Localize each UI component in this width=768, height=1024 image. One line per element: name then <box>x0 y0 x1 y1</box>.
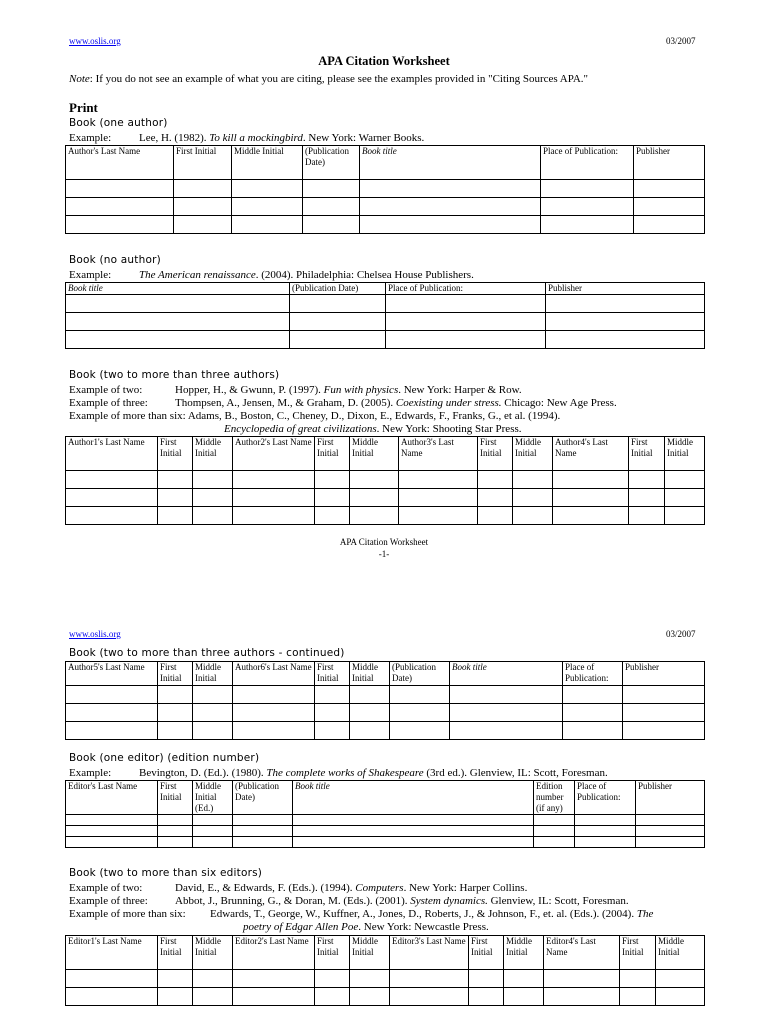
entry-cell[interactable] <box>350 722 390 740</box>
col-header: First Initial <box>174 146 232 180</box>
entry-cell[interactable] <box>233 815 293 826</box>
example-one-author <box>69 132 424 144</box>
entry-cell[interactable] <box>158 686 193 704</box>
entry-cell[interactable] <box>315 970 350 988</box>
col-header: (Publication Date) <box>290 283 386 295</box>
section-heading-multi-author: Book (two to more than three authors) <box>69 369 280 381</box>
col-header: Middle Initial <box>193 936 233 970</box>
example-title: Fun with physics <box>323 384 399 396</box>
example-label: Example: <box>69 767 112 779</box>
col-header: Editor4's Last Name <box>544 936 620 970</box>
col-header: Middle Initial <box>232 146 303 180</box>
table-row[interactable] <box>66 489 705 507</box>
col-header: (Publication Date) <box>390 662 450 686</box>
entry-cell[interactable] <box>193 815 233 826</box>
entry-cell[interactable] <box>478 471 513 489</box>
example-title: The American renaissance <box>139 269 256 281</box>
entry-cell[interactable] <box>293 815 534 826</box>
example-title: Encyclopedia of great civilizations <box>224 423 377 435</box>
entry-cell[interactable] <box>575 837 636 848</box>
col-header: Author's Last Name <box>66 146 174 180</box>
col-header: Place of Publication: <box>575 781 636 815</box>
entry-cell[interactable] <box>544 988 620 1006</box>
entry-cell[interactable] <box>623 704 705 722</box>
entry-cell[interactable] <box>634 198 705 216</box>
col-header: Author1's Last Name <box>66 437 158 471</box>
table-header-row <box>66 437 705 471</box>
table-header-row <box>66 146 705 180</box>
example-no-author <box>69 269 474 281</box>
entry-cell[interactable] <box>513 489 553 507</box>
example-text: . New York: Warner Books. <box>302 132 425 144</box>
example-label: Example of more than six: <box>69 908 186 920</box>
entry-cell[interactable] <box>174 216 232 234</box>
entry-cell[interactable] <box>620 988 656 1006</box>
entry-cell[interactable] <box>233 686 315 704</box>
example-title: Coexisting under stress. <box>395 397 502 409</box>
col-header: Editor1's Last Name <box>66 936 158 970</box>
col-header: Place of Publication: <box>386 283 546 295</box>
col-header: Publisher <box>634 146 705 180</box>
example-text: Bevington, D. (Ed.). (1980). <box>139 767 267 779</box>
example-two-editors <box>69 882 527 894</box>
example-text: David, E., & Edwards, F. (Eds.). (1994). <box>175 882 356 894</box>
example-title: The complete works of Shakespeare <box>266 767 424 779</box>
entry-cell[interactable] <box>546 295 705 313</box>
entry-cell[interactable] <box>546 331 705 349</box>
entry-cell[interactable] <box>360 180 541 198</box>
entry-cell[interactable] <box>450 686 563 704</box>
entry-cell[interactable] <box>158 489 193 507</box>
entry-cell[interactable] <box>66 489 158 507</box>
entry-cell[interactable] <box>315 704 350 722</box>
col-header: First Initial <box>315 936 350 970</box>
page-date: 03/2007 <box>666 629 696 639</box>
entry-cell[interactable] <box>350 988 390 1006</box>
col-header: First Initial <box>629 437 665 471</box>
entry-cell[interactable] <box>158 704 193 722</box>
entry-cell[interactable] <box>665 471 705 489</box>
example-label: Example of three: <box>69 895 148 907</box>
example-text: Hopper, H., & Gwunn, P. (1997). <box>175 384 324 396</box>
example-text: Glenview, IL: Scott, Foresman. <box>487 895 629 907</box>
col-header: Editor3's Last Name <box>390 936 469 970</box>
table-row[interactable] <box>66 471 705 489</box>
entry-cell[interactable] <box>290 331 386 349</box>
entry-cell[interactable] <box>504 988 544 1006</box>
table-row[interactable] <box>66 815 705 826</box>
entry-cell[interactable] <box>534 826 575 837</box>
entry-cell[interactable] <box>315 507 350 525</box>
table-one-author <box>65 145 705 234</box>
entry-cell[interactable] <box>623 722 705 740</box>
entry-cell[interactable] <box>174 180 232 198</box>
col-header: Author5's Last Name <box>66 662 158 686</box>
entry-cell[interactable] <box>386 313 546 331</box>
note-label: Note <box>69 73 90 85</box>
col-header: Middle Initial <box>350 437 399 471</box>
example-label: Example of more than six: <box>69 410 186 422</box>
example-text: . New York: Harper & Row. <box>398 384 522 396</box>
entry-cell[interactable] <box>399 507 478 525</box>
entry-cell[interactable] <box>575 815 636 826</box>
entry-cell[interactable] <box>620 970 656 988</box>
entry-cell[interactable] <box>575 826 636 837</box>
entry-cell[interactable] <box>656 970 705 988</box>
example-six-authors-cont <box>224 423 522 435</box>
col-header: Author6's Last Name <box>233 662 315 686</box>
table-row[interactable] <box>66 198 705 216</box>
entry-cell[interactable] <box>193 704 233 722</box>
example-text: (3rd ed.). Glenview, IL: Scott, Foresman. <box>423 767 608 779</box>
entry-cell[interactable] <box>66 216 174 234</box>
col-header: First Initial <box>478 437 513 471</box>
entry-cell[interactable] <box>450 722 563 740</box>
page-title: APA Citation Worksheet <box>318 54 450 68</box>
col-header: Author2's Last Name <box>233 437 315 471</box>
entry-cell[interactable] <box>66 295 290 313</box>
example-three-authors <box>69 397 617 409</box>
example-label: Example of two: <box>69 882 143 894</box>
entry-cell[interactable] <box>563 686 623 704</box>
entry-cell[interactable] <box>303 216 360 234</box>
example-six-authors <box>69 410 560 422</box>
entry-cell[interactable] <box>315 471 350 489</box>
col-header: First Initial <box>620 936 656 970</box>
table-no-author <box>65 282 705 349</box>
example-six-editors-cont <box>243 921 489 933</box>
table-row[interactable] <box>66 704 705 722</box>
col-header: Publisher <box>636 781 705 815</box>
entry-cell[interactable] <box>390 988 469 1006</box>
example-two-authors <box>69 384 522 396</box>
col-header: Middle Initial <box>513 437 553 471</box>
entry-cell[interactable] <box>293 826 534 837</box>
entry-cell[interactable] <box>478 489 513 507</box>
col-header: Book title <box>66 283 290 295</box>
entry-cell[interactable] <box>629 489 665 507</box>
col-header: Editor2's Last Name <box>233 936 315 970</box>
col-header: Book title <box>360 146 541 180</box>
entry-cell[interactable] <box>66 704 158 722</box>
entry-cell[interactable] <box>66 331 290 349</box>
col-header: Middle Initial <box>350 936 390 970</box>
entry-cell[interactable] <box>193 686 233 704</box>
entry-cell[interactable] <box>303 198 360 216</box>
entry-cell[interactable] <box>553 489 629 507</box>
example-text: Thompsen, A., Jensen, M., & Graham, D. (2005). <box>175 397 396 409</box>
entry-cell[interactable] <box>350 471 399 489</box>
table-row[interactable] <box>66 837 705 848</box>
entry-cell[interactable] <box>193 826 233 837</box>
entry-cell[interactable] <box>193 507 233 525</box>
example-text: Adams, B., Boston, C., Cheney, D., Dixon, E., Edwards, F., Franks, G., et al. (1994). <box>187 410 561 422</box>
entry-cell[interactable] <box>386 331 546 349</box>
entry-cell[interactable] <box>290 295 386 313</box>
col-header: First Initial <box>158 662 193 686</box>
entry-cell[interactable] <box>158 722 193 740</box>
col-header: Middle Initial <box>504 936 544 970</box>
entry-cell[interactable] <box>315 686 350 704</box>
entry-cell[interactable] <box>629 471 665 489</box>
entry-cell[interactable] <box>390 970 469 988</box>
entry-cell[interactable] <box>563 704 623 722</box>
site-link[interactable]: www.oslis.org <box>69 36 121 46</box>
entry-cell[interactable] <box>174 198 232 216</box>
entry-cell[interactable] <box>469 970 504 988</box>
entry-cell[interactable] <box>399 471 478 489</box>
section-heading-authors-continued: Book (two to more than three authors - continued) <box>69 647 345 659</box>
entry-cell[interactable] <box>386 295 546 313</box>
entry-cell[interactable] <box>634 216 705 234</box>
table-header-row <box>66 781 705 815</box>
entry-cell[interactable] <box>193 722 233 740</box>
entry-cell[interactable] <box>66 180 174 198</box>
section-heading-one-editor: Book (one editor) (edition number) <box>69 752 260 764</box>
col-header: Place of Publication: <box>563 662 623 686</box>
entry-cell[interactable] <box>66 507 158 525</box>
col-header: First Initial <box>315 437 350 471</box>
entry-cell[interactable] <box>665 507 705 525</box>
entry-cell[interactable] <box>158 826 193 837</box>
table-row[interactable] <box>66 180 705 198</box>
site-link[interactable]: www.oslis.org <box>69 629 121 639</box>
entry-cell[interactable] <box>623 686 705 704</box>
entry-cell[interactable] <box>350 970 390 988</box>
col-header: Place of Publication: <box>541 146 634 180</box>
print-heading: Print <box>69 100 98 115</box>
entry-cell[interactable] <box>66 471 158 489</box>
entry-cell[interactable] <box>233 489 315 507</box>
entry-cell[interactable] <box>350 704 390 722</box>
col-header: Edition number (if any) <box>534 781 575 815</box>
entry-cell[interactable] <box>193 970 233 988</box>
footer-title: APA Citation Worksheet <box>339 537 429 547</box>
entry-cell[interactable] <box>66 837 158 848</box>
col-header: First Initial <box>469 936 504 970</box>
table-row[interactable] <box>66 507 705 525</box>
example-title: To kill a mockingbird <box>209 132 303 144</box>
entry-cell[interactable] <box>233 988 315 1006</box>
entry-cell[interactable] <box>233 507 315 525</box>
note-text <box>69 73 588 85</box>
table-multi-author <box>65 436 705 525</box>
entry-cell[interactable] <box>158 815 193 826</box>
example-title: Computers <box>355 882 404 894</box>
col-header: Author3's Last Name <box>399 437 478 471</box>
footer-page-number: -1- <box>378 549 390 559</box>
entry-cell[interactable] <box>390 686 450 704</box>
entry-cell[interactable] <box>66 198 174 216</box>
example-text: . New York: Harper Collins. <box>403 882 528 894</box>
entry-cell[interactable] <box>315 988 350 1006</box>
col-header: First Initial <box>315 662 350 686</box>
entry-cell[interactable] <box>504 970 544 988</box>
entry-cell[interactable] <box>634 180 705 198</box>
example-text: Abbot, J., Brunning, G., & Doran, M. (Eds.). (2001). <box>175 895 411 907</box>
col-header: Middle Initial (Ed.) <box>193 781 233 815</box>
col-header: Book title <box>293 781 534 815</box>
entry-cell[interactable] <box>563 722 623 740</box>
table-authors-continued <box>65 661 705 740</box>
entry-cell[interactable] <box>233 704 315 722</box>
table-one-editor <box>65 780 705 848</box>
example-label: Example: <box>69 132 112 144</box>
example-text: Edwards, T., George, W., Kuffner, A., Jones, D., Roberts, J., & Johnson, F., et. al. (Eds.). (2004). <box>210 908 637 920</box>
table-row[interactable] <box>66 722 705 740</box>
table-row[interactable] <box>66 686 705 704</box>
entry-cell[interactable] <box>513 507 553 525</box>
section-heading-one-author: Book (one author) <box>69 117 168 129</box>
example-text: . New York: Newcastle Press. <box>358 921 489 933</box>
entry-cell[interactable] <box>350 489 399 507</box>
table-multi-editor <box>65 935 705 1006</box>
entry-cell[interactable] <box>546 313 705 331</box>
entry-cell[interactable] <box>390 704 450 722</box>
table-header-row <box>66 283 705 295</box>
entry-cell[interactable] <box>360 198 541 216</box>
table-row[interactable] <box>66 295 705 313</box>
entry-cell[interactable] <box>233 471 315 489</box>
col-header: (Publication Date) <box>303 146 360 180</box>
entry-cell[interactable] <box>158 471 193 489</box>
col-header: First Initial <box>158 781 193 815</box>
example-text: . New York: Shooting Star Press. <box>376 423 522 435</box>
col-header: First Initial <box>158 936 193 970</box>
entry-cell[interactable] <box>478 507 513 525</box>
entry-cell[interactable] <box>450 704 563 722</box>
table-header-row <box>66 662 705 686</box>
entry-cell[interactable] <box>315 489 350 507</box>
col-header: First Initial <box>158 437 193 471</box>
example-one-editor <box>69 767 608 779</box>
entry-cell[interactable] <box>544 970 620 988</box>
entry-cell[interactable] <box>399 489 478 507</box>
entry-cell[interactable] <box>513 471 553 489</box>
table-row[interactable] <box>66 826 705 837</box>
example-six-editors <box>69 908 653 920</box>
entry-cell[interactable] <box>66 313 290 331</box>
entry-cell[interactable] <box>390 722 450 740</box>
table-header-row <box>66 936 705 970</box>
entry-cell[interactable] <box>303 180 360 198</box>
entry-cell[interactable] <box>158 507 193 525</box>
table-row[interactable] <box>66 331 705 349</box>
col-header: Book title <box>450 662 563 686</box>
example-title: poetry of Edgar Allen Poe <box>243 921 359 933</box>
col-header: Publisher <box>623 662 705 686</box>
col-header: (Publication Date) <box>233 781 293 815</box>
entry-cell[interactable] <box>66 826 158 837</box>
entry-cell[interactable] <box>315 722 350 740</box>
table-row[interactable] <box>66 970 705 988</box>
entry-cell[interactable] <box>232 198 303 216</box>
entry-cell[interactable] <box>665 489 705 507</box>
entry-cell[interactable] <box>193 988 233 1006</box>
table-row[interactable] <box>66 988 705 1006</box>
section-heading-multi-editor: Book (two to more than six editors) <box>69 867 263 879</box>
entry-cell[interactable] <box>350 686 390 704</box>
entry-cell[interactable] <box>629 507 665 525</box>
col-header: Middle Initial <box>665 437 705 471</box>
entry-cell[interactable] <box>66 815 158 826</box>
example-label: Example of two: <box>69 384 143 396</box>
example-label: Example of three: <box>69 397 148 409</box>
entry-cell[interactable] <box>66 686 158 704</box>
example-label: Example: <box>69 269 112 281</box>
col-header: Middle Initial <box>350 662 390 686</box>
entry-cell[interactable] <box>232 180 303 198</box>
entry-cell[interactable] <box>541 198 634 216</box>
entry-cell[interactable] <box>158 970 193 988</box>
entry-cell[interactable] <box>290 313 386 331</box>
col-header: Author4's Last Name <box>553 437 629 471</box>
entry-cell[interactable] <box>553 507 629 525</box>
entry-cell[interactable] <box>233 826 293 837</box>
example-three-editors <box>69 895 629 907</box>
example-text: . (2004). Philadelphia: Chelsea House Publishers. <box>255 269 474 281</box>
entry-cell[interactable] <box>193 471 233 489</box>
entry-cell[interactable] <box>553 471 629 489</box>
entry-cell[interactable] <box>636 815 705 826</box>
entry-cell[interactable] <box>656 988 705 1006</box>
entry-cell[interactable] <box>534 815 575 826</box>
col-header: Editor's Last Name <box>66 781 158 815</box>
col-header: Middle Initial <box>193 662 233 686</box>
entry-cell[interactable] <box>293 837 534 848</box>
entry-cell[interactable] <box>66 970 158 988</box>
entry-cell[interactable] <box>233 722 315 740</box>
example-title: System dynamics. <box>410 895 488 907</box>
entry-cell[interactable] <box>66 988 158 1006</box>
entry-cell[interactable] <box>158 837 193 848</box>
entry-cell[interactable] <box>541 180 634 198</box>
entry-cell[interactable] <box>636 826 705 837</box>
table-row[interactable] <box>66 313 705 331</box>
entry-cell[interactable] <box>534 837 575 848</box>
example-text: Lee, H. (1982). <box>139 132 210 144</box>
entry-cell[interactable] <box>66 722 158 740</box>
entry-cell[interactable] <box>232 216 303 234</box>
example-title: The <box>636 908 654 920</box>
entry-cell[interactable] <box>193 837 233 848</box>
example-text: Chicago: New Age Press. <box>501 397 617 409</box>
table-row[interactable] <box>66 216 705 234</box>
entry-cell[interactable] <box>193 489 233 507</box>
section-heading-no-author: Book (no author) <box>69 254 161 266</box>
entry-cell[interactable] <box>233 837 293 848</box>
page-date: 03/2007 <box>666 36 696 46</box>
col-header: Publisher <box>546 283 705 295</box>
entry-cell[interactable] <box>469 988 504 1006</box>
col-header: Middle Initial <box>193 437 233 471</box>
col-header: Middle Initial <box>656 936 705 970</box>
entry-cell[interactable] <box>541 216 634 234</box>
entry-cell[interactable] <box>233 970 315 988</box>
entry-cell[interactable] <box>636 837 705 848</box>
entry-cell[interactable] <box>158 988 193 1006</box>
entry-cell[interactable] <box>350 507 399 525</box>
note-body: : If you do not see an example of what you are citing, please see the examples provided in "Citing Sources APA." <box>89 73 589 85</box>
entry-cell[interactable] <box>360 216 541 234</box>
